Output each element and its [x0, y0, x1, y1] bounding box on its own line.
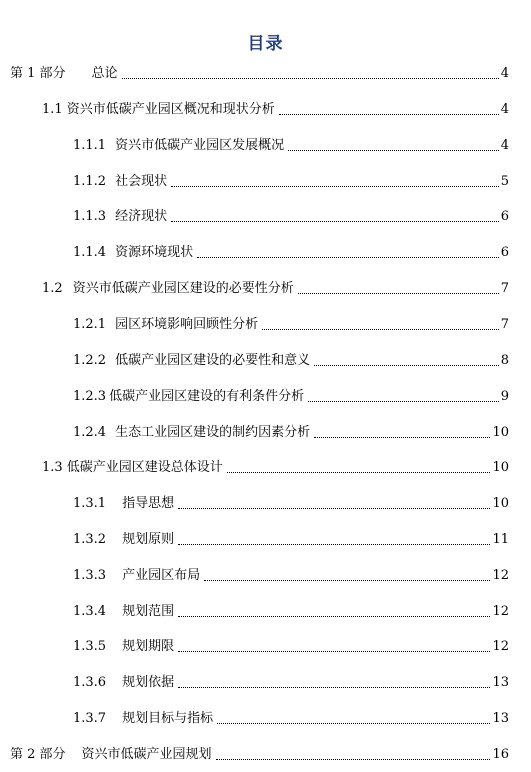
toc-entry[interactable]	[42, 277, 509, 297]
entry-text: 低碳产业园区建设的必要性和意义	[115, 353, 311, 368]
entry-text: 规划目标与指标	[122, 711, 214, 726]
entry-page: 16	[492, 747, 509, 762]
entry-number: 1.1.4	[73, 245, 107, 260]
dot-leader	[178, 687, 490, 688]
toc-entry[interactable]	[73, 635, 509, 655]
entry-page: 4	[500, 102, 509, 117]
entry-number: 1.3.6	[73, 675, 107, 690]
toc-entry[interactable]	[73, 600, 509, 620]
entry-page: 5	[500, 174, 509, 189]
dot-leader	[197, 257, 499, 258]
entry-text: 社会现状	[115, 174, 168, 189]
entry-page: 13	[492, 711, 509, 726]
entry-page: 10	[492, 460, 509, 475]
entry-number: 1.3	[42, 460, 63, 475]
entry-number: 第 2 部分	[10, 747, 66, 762]
entry-page: 12	[492, 639, 509, 654]
entry-text: 经济现状	[115, 209, 168, 224]
entry-text: 产业园区布局	[122, 568, 201, 583]
dot-leader	[217, 723, 490, 724]
dot-leader	[171, 186, 499, 187]
entry-text: 指导思想	[122, 496, 175, 511]
entry-number: 第 1 部分	[10, 66, 66, 81]
entry-number: 1.3.1	[73, 496, 107, 511]
entry-page: 7	[500, 317, 509, 332]
entry-page: 7	[500, 281, 509, 296]
dot-leader	[178, 544, 490, 545]
toc-entry[interactable]	[73, 241, 509, 261]
entry-page: 6	[500, 209, 509, 224]
toc-entry[interactable]	[42, 456, 509, 476]
entry-text: 资兴市低碳产业园规划	[81, 747, 212, 762]
entry-number: 1.2.4	[73, 425, 107, 440]
toc-entry[interactable]	[73, 134, 509, 154]
entry-number: 1.1.2	[73, 174, 107, 189]
entry-text: 规划期限	[122, 639, 175, 654]
entry-text: 低碳产业园区建设的有利条件分析	[109, 389, 305, 404]
dot-leader	[178, 616, 490, 617]
entry-text: 总论	[91, 66, 118, 81]
entry-text: 规划范围	[122, 604, 175, 619]
toc-entry[interactable]	[73, 528, 509, 548]
entry-number: 1.2	[42, 281, 63, 296]
toc-entry[interactable]	[73, 349, 509, 369]
entry-number: 1.1.1	[73, 138, 107, 153]
toc-entry[interactable]	[73, 170, 509, 190]
dot-leader	[288, 150, 499, 151]
dot-leader	[204, 580, 490, 581]
entry-text: 资兴市低碳产业园区发展概况	[115, 138, 285, 153]
entry-text: 资兴市低碳产业园区概况和现状分析	[66, 102, 275, 117]
entry-number: 1.1.3	[73, 209, 107, 224]
dot-leader	[314, 365, 499, 366]
entry-page: 12	[492, 604, 509, 619]
entry-text: 资源环境现状	[115, 245, 194, 260]
entry-number: 1.3.5	[73, 639, 107, 654]
entry-text: 规划依据	[122, 675, 175, 690]
toc-entry[interactable]	[73, 385, 509, 405]
entry-page: 4	[500, 66, 509, 81]
entry-page: 10	[492, 425, 509, 440]
toc-entry[interactable]	[73, 671, 509, 691]
toc-entry[interactable]	[10, 62, 509, 82]
entry-number: 1.3.3	[73, 568, 107, 583]
entry-number: 1.1	[42, 102, 63, 117]
toc-entry[interactable]	[42, 98, 509, 118]
toc-entry[interactable]	[73, 564, 509, 584]
entry-number: 1.3.4	[73, 604, 107, 619]
entry-number: 1.3.2	[73, 532, 107, 547]
entry-page: 13	[492, 675, 509, 690]
dot-leader	[178, 651, 490, 652]
toc-entry[interactable]	[73, 205, 509, 225]
entry-text: 低碳产业园区建设总体设计	[66, 460, 223, 475]
toc-entry[interactable]	[10, 743, 509, 763]
toc-entry[interactable]	[73, 313, 509, 333]
entry-number: 1.2.1	[73, 317, 107, 332]
toc-entry[interactable]	[73, 421, 509, 441]
dot-leader	[227, 472, 491, 473]
entry-text: 园区环境影响回顾性分析	[115, 317, 259, 332]
toc-title: 目录	[247, 34, 284, 54]
entry-page: 12	[492, 568, 509, 583]
dot-leader	[308, 401, 499, 402]
dot-leader	[122, 78, 499, 79]
dot-leader	[178, 508, 490, 509]
entry-page: 8	[500, 353, 509, 368]
dot-leader	[298, 293, 499, 294]
entry-text: 资兴市低碳产业园区建设的必要性分析	[72, 281, 294, 296]
entry-page: 4	[500, 138, 509, 153]
dot-leader	[314, 437, 490, 438]
dot-leader	[171, 221, 499, 222]
entry-number: 1.2.2	[73, 353, 107, 368]
entry-text: 规划原则	[122, 532, 175, 547]
entry-page: 10	[492, 496, 509, 511]
entry-text: 生态工业园区建设的制约因素分析	[115, 425, 311, 440]
entry-page: 6	[500, 245, 509, 260]
entry-number: 1.3.7	[73, 711, 107, 726]
entry-number: 1.2.3	[73, 389, 107, 404]
entry-page: 9	[500, 389, 509, 404]
dot-leader	[262, 329, 499, 330]
dot-leader	[216, 759, 491, 760]
entry-page: 11	[492, 532, 509, 547]
dot-leader	[279, 114, 499, 115]
toc-entry[interactable]	[73, 707, 509, 727]
toc-entry[interactable]	[73, 492, 509, 512]
